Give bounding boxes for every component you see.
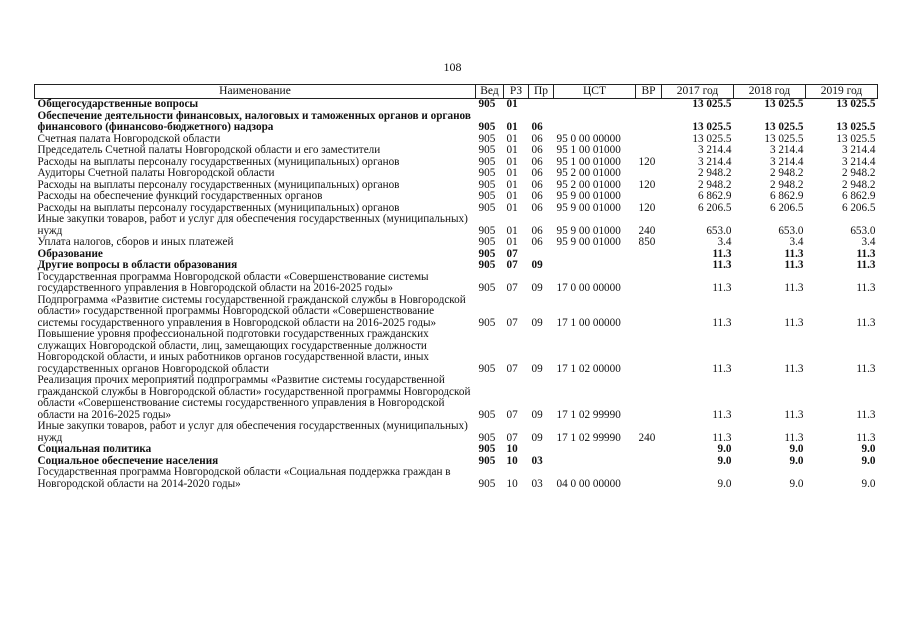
row-pr: 06 (531, 236, 543, 248)
row-value-2018: 11.3 (784, 362, 804, 375)
row-cst (554, 99, 636, 111)
row-rz: 01 (506, 132, 518, 145)
row-value-2018: 6 206.5 (769, 201, 804, 214)
row-cst: 95 2 00 01000 (556, 178, 621, 191)
row-rz: 01 (506, 190, 518, 202)
row-value-2019: 11.3 (856, 247, 876, 260)
row-name: Образование (37, 247, 103, 260)
row-name: Расходы на обеспечение функций государственных органов (37, 190, 323, 202)
header-ved: Вед (476, 85, 504, 99)
row-ved: 905 (478, 155, 496, 168)
header-rz: РЗ (504, 85, 529, 99)
row-pr: 06 (531, 144, 543, 156)
table-row (35, 168, 878, 180)
row-rz: 01 (506, 224, 518, 237)
row-value-2019: 11.3 (856, 431, 876, 444)
row-rz: 01 (506, 121, 518, 133)
table-row (35, 214, 878, 237)
row-value-2018: 3.4 (789, 236, 804, 248)
header-2019: 2019 год (806, 85, 878, 99)
row-name: Социальная политика (37, 443, 152, 455)
row-name: Подпрограмма «Развитие системы государственной гражданской службы в Новгородской области» государственной программы Новгородской области «Совершенствование системы государственного управления в Новгородской области на 2016-2025 годы» (37, 293, 466, 329)
row-vr (636, 249, 662, 261)
row-cst (554, 249, 636, 261)
row-rz: 07 (506, 247, 518, 260)
row-pr: 09 (531, 282, 543, 294)
row-pr: 09 (531, 362, 543, 375)
row-value-2017: 2 948.2 (697, 167, 732, 179)
row-ved: 905 (478, 477, 496, 490)
row-name: Реализация прочих мероприятий подпрограммы «Развитие системы государственной гражданской службы в Новгородской области» государственной программы Новгородской области «Совершенствование системы государственного управления в Новгородской области на 2016-2025 годы» (37, 374, 471, 421)
table-row (35, 272, 878, 295)
row-pr: 06 (531, 155, 543, 168)
row-cst: 95 9 00 01000 (556, 190, 621, 202)
row-pr: 03 (531, 477, 543, 490)
row-pr: 06 (531, 121, 543, 133)
row-rz: 01 (506, 155, 518, 168)
row-value-2017: 3.4 (717, 236, 732, 248)
row-vr: 240 (638, 431, 656, 444)
row-ved: 905 (478, 98, 496, 110)
row-value-2017: 11.3 (712, 362, 732, 375)
row-ved: 905 (478, 362, 496, 375)
row-name: Иные закупки товаров, работ и услуг для обеспечения государственных (муниципальных) нужд (37, 213, 468, 237)
row-value-2017: 11.3 (712, 316, 732, 329)
row-rz: 07 (506, 431, 518, 444)
row-ved: 905 (478, 443, 496, 455)
row-ved: 905 (478, 201, 496, 214)
header-cst: ЦСТ (554, 85, 636, 99)
row-value-2019: 11.3 (856, 259, 876, 271)
row-value-2017: 9.0 (717, 477, 732, 490)
row-value-2018: 11.3 (784, 259, 804, 271)
row-ved: 905 (478, 144, 496, 156)
row-value-2018: 3 214.4 (769, 144, 804, 156)
table-row (35, 260, 878, 272)
row-name: Аудиторы Счетной палаты Новгородской области (37, 167, 275, 179)
row-pr: 09 (531, 259, 543, 271)
row-vr (636, 295, 662, 330)
row-cst: 95 1 00 01000 (556, 144, 621, 156)
row-rz: 10 (506, 454, 518, 467)
row-rz: 07 (506, 362, 518, 375)
row-rz: 01 (506, 178, 518, 191)
table-row (35, 375, 878, 421)
row-ved: 905 (478, 178, 496, 191)
row-value-2017: 11.3 (712, 259, 732, 271)
header-2018: 2018 год (734, 85, 806, 99)
row-value-2019: 11.3 (856, 316, 876, 329)
row-value-2018: 13 025.5 (764, 121, 804, 133)
row-value-2018: 2 948.2 (769, 178, 804, 191)
row-rz: 10 (506, 477, 518, 490)
row-ved: 905 (478, 132, 496, 145)
row-rz: 01 (506, 236, 518, 248)
row-value-2017: 6 862.9 (697, 190, 732, 202)
row-cst: 95 9 00 01000 (556, 236, 621, 248)
header-vr: ВР (636, 85, 662, 99)
row-value-2017: 13 025.5 (692, 98, 732, 110)
row-cst (554, 111, 636, 134)
row-vr (636, 191, 662, 203)
row-vr (636, 467, 662, 490)
row-value-2019: 6 862.9 (841, 190, 876, 202)
row-vr: 850 (638, 236, 656, 248)
row-vr: 120 (638, 155, 656, 168)
row-rz: 07 (506, 408, 518, 421)
row-name: Расходы на выплаты персоналу государственных (муниципальных) органов (37, 178, 400, 191)
row-ved: 905 (478, 454, 496, 467)
row-value-2017: 3 214.4 (697, 155, 732, 168)
table-row (35, 444, 878, 456)
row-rz: 07 (506, 316, 518, 329)
row-name: Иные закупки товаров, работ и услуг для обеспечения государственных (муниципальных) нужд (37, 420, 468, 444)
header-2017: 2017 год (662, 85, 734, 99)
row-value-2018: 11.3 (784, 431, 804, 444)
row-cst (554, 444, 636, 456)
row-value-2017: 13 025.5 (692, 121, 732, 133)
row-pr: 06 (531, 132, 543, 145)
row-vr (636, 375, 662, 421)
row-value-2019: 2 948.2 (841, 178, 876, 191)
row-pr: 06 (531, 190, 543, 202)
row-cst: 95 0 00 00000 (556, 132, 621, 145)
row-value-2019: 9.0 (861, 454, 876, 467)
row-value-2017: 11.3 (712, 247, 732, 260)
table-row (35, 421, 878, 444)
row-cst: 95 9 00 01000 (556, 201, 621, 214)
row-vr (636, 145, 662, 157)
row-value-2017: 653.0 (706, 224, 732, 237)
row-ved: 905 (478, 282, 496, 294)
row-value-2018: 13 025.5 (764, 132, 804, 145)
row-ved: 905 (478, 236, 496, 248)
budget-table (34, 84, 878, 490)
row-value-2018: 11.3 (784, 408, 804, 421)
row-cst: 17 1 02 99990 (556, 408, 621, 421)
row-name: Председатель Счетной палаты Новгородской области и его заместители (37, 144, 381, 156)
row-cst (554, 260, 636, 272)
table-row (35, 145, 878, 157)
row-value-2018: 9.0 (789, 443, 804, 455)
row-value-2017: 9.0 (717, 443, 732, 455)
row-vr (636, 111, 662, 134)
row-value-2017: 9.0 (717, 454, 732, 467)
row-value-2019: 9.0 (861, 477, 876, 490)
row-vr: 120 (638, 201, 656, 214)
table-header-row (35, 85, 878, 99)
header-pr: Пр (529, 85, 554, 99)
row-pr: 03 (531, 454, 543, 467)
page-number: 108 (443, 60, 462, 74)
row-vr (636, 272, 662, 295)
row-name: Социальное обеспечение населения (37, 454, 219, 467)
row-pr (529, 444, 554, 456)
row-cst: 95 2 00 01000 (556, 167, 621, 179)
row-ved: 905 (478, 408, 496, 421)
row-name: Обеспечение деятельности финансовых, налоговых и таможенных органов и органов финансового (финансово-бюджетного) надзора (37, 109, 471, 133)
row-ved: 905 (478, 167, 496, 179)
row-value-2019: 3.4 (861, 236, 876, 248)
row-name: Повышение уровня профессиональной подготовки государственных гражданских служащих Новгородской области, лиц, замещающих государственные должности Новгородской области, и иных работников органов государственной власти, иных государственных органов Новгородской области (37, 328, 430, 375)
row-value-2019: 13 025.5 (836, 98, 876, 110)
row-value-2018: 9.0 (789, 454, 804, 467)
row-value-2019: 13 025.5 (836, 121, 876, 133)
row-value-2017: 2 948.2 (697, 178, 732, 191)
row-pr: 06 (531, 201, 543, 214)
table-row (35, 237, 878, 249)
row-pr (529, 99, 554, 111)
row-ved: 905 (478, 224, 496, 237)
row-vr (636, 444, 662, 456)
row-value-2018: 11.3 (784, 247, 804, 260)
row-value-2018: 2 948.2 (769, 167, 804, 179)
row-ved: 905 (478, 431, 496, 444)
row-rz: 01 (506, 98, 518, 110)
row-cst: 17 0 00 00000 (556, 282, 621, 294)
row-value-2019: 6 206.5 (841, 201, 876, 214)
row-ved: 905 (478, 316, 496, 329)
row-rz: 07 (506, 282, 518, 294)
row-value-2018: 13 025.5 (764, 98, 804, 110)
row-cst: 17 1 02 99990 (556, 431, 621, 444)
row-cst: 04 0 00 00000 (556, 477, 621, 490)
table-row (35, 99, 878, 111)
row-vr: 120 (638, 178, 656, 191)
row-name: Общегосударственные вопросы (37, 98, 199, 110)
row-value-2017: 3 214.4 (697, 144, 732, 156)
table-row (35, 191, 878, 203)
row-ved: 905 (478, 121, 496, 133)
row-ved: 905 (478, 190, 496, 202)
row-value-2018: 653.0 (778, 224, 804, 237)
row-name: Расходы на выплаты персоналу государственных (муниципальных) органов (37, 155, 400, 168)
row-value-2017: 6 206.5 (697, 201, 732, 214)
row-pr: 06 (531, 178, 543, 191)
row-ved: 905 (478, 247, 496, 260)
row-name: Другие вопросы в области образования (37, 259, 238, 271)
row-rz: 01 (506, 167, 518, 179)
row-name: Государственная программа Новгородской области «Социальная поддержка граждан в Новгородской области на 2014-2020 годы» (37, 466, 451, 490)
table-row (35, 329, 878, 375)
row-pr: 09 (531, 408, 543, 421)
row-vr (636, 456, 662, 468)
row-vr (636, 260, 662, 272)
row-rz: 01 (506, 144, 518, 156)
row-pr: 06 (531, 224, 543, 237)
row-value-2018: 9.0 (789, 477, 804, 490)
row-value-2017: 13 025.5 (692, 132, 732, 145)
row-value-2018: 3 214.4 (769, 155, 804, 168)
header-name: Наименование (35, 85, 476, 99)
row-vr: 240 (638, 224, 656, 237)
row-pr: 06 (531, 167, 543, 179)
row-cst (554, 456, 636, 468)
row-cst: 17 1 00 00000 (556, 316, 621, 329)
row-rz: 10 (506, 443, 518, 455)
row-value-2018: 11.3 (784, 316, 804, 329)
row-value-2019: 653.0 (850, 224, 876, 237)
row-value-2019: 2 948.2 (841, 167, 876, 179)
row-value-2018: 11.3 (784, 282, 804, 294)
row-pr: 09 (531, 316, 543, 329)
row-pr: 09 (531, 431, 543, 444)
table-row (35, 467, 878, 490)
row-rz: 01 (506, 201, 518, 214)
row-vr (636, 329, 662, 375)
table-row (35, 111, 878, 134)
row-value-2017: 11.3 (712, 408, 732, 421)
row-cst: 95 9 00 01000 (556, 224, 621, 237)
row-name: Расходы на выплаты персоналу государственных (муниципальных) органов (37, 201, 400, 214)
row-value-2017: 11.3 (712, 431, 732, 444)
row-value-2019: 11.3 (856, 282, 876, 294)
row-vr (636, 99, 662, 111)
row-value-2019: 3 214.4 (841, 144, 876, 156)
row-value-2019: 13 025.5 (836, 132, 876, 145)
row-value-2017: 11.3 (712, 282, 732, 294)
row-name: Счетная палата Новгородской области (37, 132, 221, 145)
row-value-2019: 9.0 (861, 443, 876, 455)
row-name: Уплата налогов, сборов и иных платежей (37, 236, 234, 248)
row-vr (636, 134, 662, 146)
row-value-2019: 11.3 (856, 362, 876, 375)
row-cst: 95 1 00 01000 (556, 155, 621, 168)
row-rz: 07 (506, 259, 518, 271)
row-value-2019: 11.3 (856, 408, 876, 421)
row-vr (636, 168, 662, 180)
row-ved: 905 (478, 259, 496, 271)
row-name: Государственная программа Новгородской области «Совершенствование системы государственного управления в Новгородской области на 2016-2025 годы» (37, 270, 429, 294)
table-row (35, 295, 878, 330)
row-cst: 17 1 02 00000 (556, 362, 621, 375)
row-value-2018: 6 862.9 (769, 190, 804, 202)
row-value-2019: 3 214.4 (841, 155, 876, 168)
